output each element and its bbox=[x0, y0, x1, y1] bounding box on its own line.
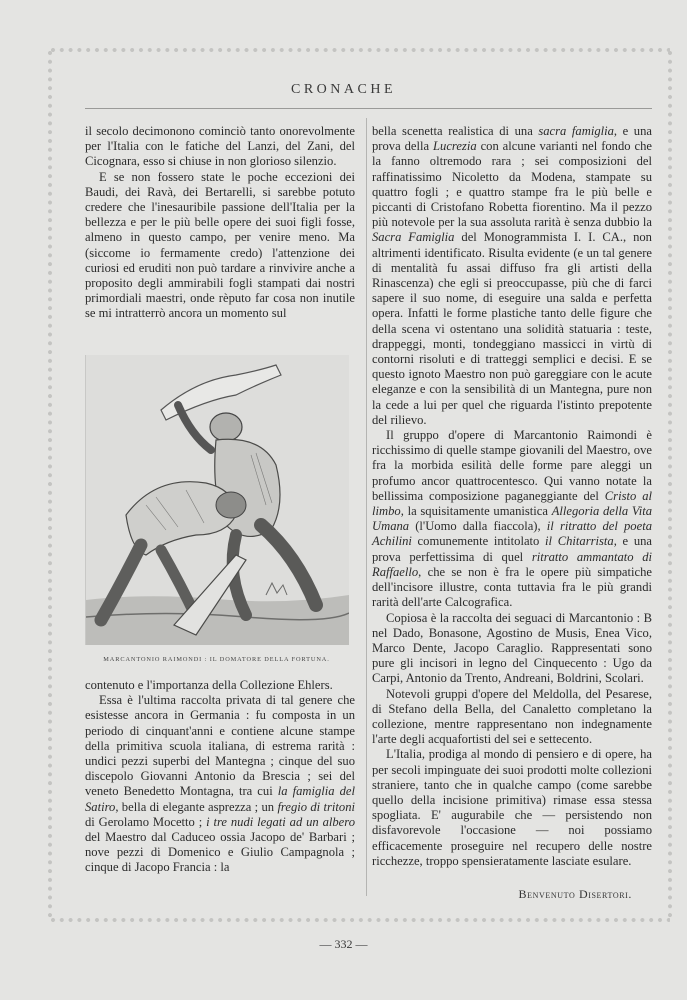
paragraph: Copiosa è la raccolta dei seguaci di Marcantonio : B nel Dado, Bonasone, Agostino de Musis, Enea Vico, Marco Dente, Jacopo Caraglio. Rappresentati sono pure gli incisori in legno del Cinquecento : Ugo da Carpi, Antonio da Trento, Andreani, Boldrini, Scolari. bbox=[372, 610, 652, 686]
engraving-image bbox=[85, 355, 349, 645]
author-signature: Benvenuto Disertori. bbox=[518, 887, 632, 901]
section-title: CRONACHE bbox=[290, 82, 396, 97]
paragraph: contenuto e l'importanza della Collezione Ehlers. bbox=[85, 678, 333, 692]
left-column-bottom bbox=[85, 678, 355, 876]
figure-caption: MARCANTONIO RAIMONDI : IL DOMATORE DELLA FORTUNA. bbox=[103, 656, 330, 663]
paragraph: il secolo decimonono cominciò tanto onorevolmente per l'Italia con le fatiche del Lanzi, del Zani, del Cicognara, esso si chiuse in non glorioso silenzio. bbox=[85, 124, 355, 169]
page-number: — 332 — bbox=[319, 937, 368, 951]
paragraph: Essa è l'ultima raccolta privata di tal genere che esistesse ancora in Germania : fu composta in un periodo di cinquant'anni e contiene alcune stampe della primitiva scuola italiana, di estrema rarità : undici pezzi superbi del Mantegna ; cinque del suo discepolo Giovanni Antonio da Brescia ; sei del veneto Benedetto Montagna, tra cui la famiglia del Satiro, bella di elegante asprezza ; un fregio di tritoni di Gerolamo Mocetto ; i tre nudi legati ad un albero del Maestro dal Caduceo ossia Jacopo de' Barbari ; nove pezzi di Domenico e Giulio Campagnola ; cinque di Jacopo Francia : la bbox=[85, 693, 356, 875]
paragraph: Notevoli gruppi d'opere del Meldolla, del Pesarese, di Stefano della Bella, del Canaletto completano la collezione, mentre rappresentano non indegnamente l'arte degli acquafortisti del sei e settecento. bbox=[372, 686, 652, 747]
column-divider bbox=[366, 118, 367, 896]
paragraph: L'Italia, prodiga al mondo di pensiero e di opere, ha per secoli impinguate dei suoi prodotti molte collezioni straniere, tanto che in qualche campo (come sarebbe quello della incisione primitiva) rimase essa stessa spogliata. E' augurabile che — persistendo non disfavorevole l'occasione — noi possiamo efficacemente proseguire nel recupero delle nostre ricchezze, troppo spensieratamente lasciate esulare. bbox=[372, 747, 652, 868]
paragraph: Il gruppo d'opere di Marcantonio Raimondi è ricchissimo di quelle stampe giovanili del Maestro, ove fra la morbida esilità delle forme pare aleggi un profumo ancor quattrocentesco. Qui vanno notate la bellissima composizione paganeggiante del Cristo al limbo, la squisitamente umanistica Allegoria della Vita Umana (l'Uomo dalla fiaccola), il ritratto del poeta Achilini comunemente intitolato il Chitarrista, e una prova perfettissima di quel ritratto ammantato di Raffaello, che se non è fra le opere più simpatiche dell'incisore illustre, conta tuttavia fra le più grandi rarità dell'arte Calcografica. bbox=[372, 428, 653, 610]
paragraph: bella scenetta realistica di una sacra famiglia, e una prova della Lucrezia con alcune varianti nel fondo che la fanno oltremodo rara ; sei composizioni del raffinatissimo Nicoletto da Modena, stampate su quattro fogli ; e quattro stampe fra le più belle e piccanti di Cristofano Robetta fiorentino. Ma il pezzo più notevole per la sua assoluta rarità è senza dubbio la Sacra Famiglia del Monogrammista I. I. CA., non altrimenti identificato. Risulta evidente (e un tal genere di mentalità fu assai diffuso fra gli artisti della Rinascenza) che egli si preoccupasse, più che di farci sapere il suo nome, di eseguire una salda e perfetta opera. Infatti le forme plastiche tanto delle figure che della scena vi ostentano una solidità statuaria : teste, drappeggi, monti, tondeggiano massicci in virtù di contorni risoluti e di tratteggi semplici e decisi. E se questo ignoto Maestro non può gareggiare con le acute eleganze e con la sensibilità di un Mantegna, pure non la cede a lui per quel che riguarda l'istinto prepotente del rilievo. bbox=[372, 124, 652, 427]
header-rule bbox=[85, 108, 652, 109]
border-top-dots bbox=[50, 47, 670, 53]
paragraph: E se non fossero state le poche eccezioni dei Baudi, dei Ravà, dei Bertarelli, si sarebbe potuto credere che l'inesauribile passione dell'Italia per la bellezza e per le più belle opere dei suoi figli fosse, almeno in questo campo, per venire meno. Ma (siccome io fermamente credo) l'attenzione dei curiosi ed eruditi non può tardare a rinvivire anche a proposito degli ammirabili fogli stampati dai nostri primordiali maestri, onde rèputo far cosa non inutile se mi intratterrò ancora un momento sul bbox=[85, 169, 355, 321]
border-right-dots bbox=[667, 50, 673, 920]
border-bottom-dots bbox=[50, 917, 670, 923]
left-column-top bbox=[85, 124, 355, 322]
engraving-illustration-icon bbox=[86, 355, 349, 645]
border-left-dots bbox=[47, 50, 53, 920]
right-column bbox=[372, 124, 652, 869]
